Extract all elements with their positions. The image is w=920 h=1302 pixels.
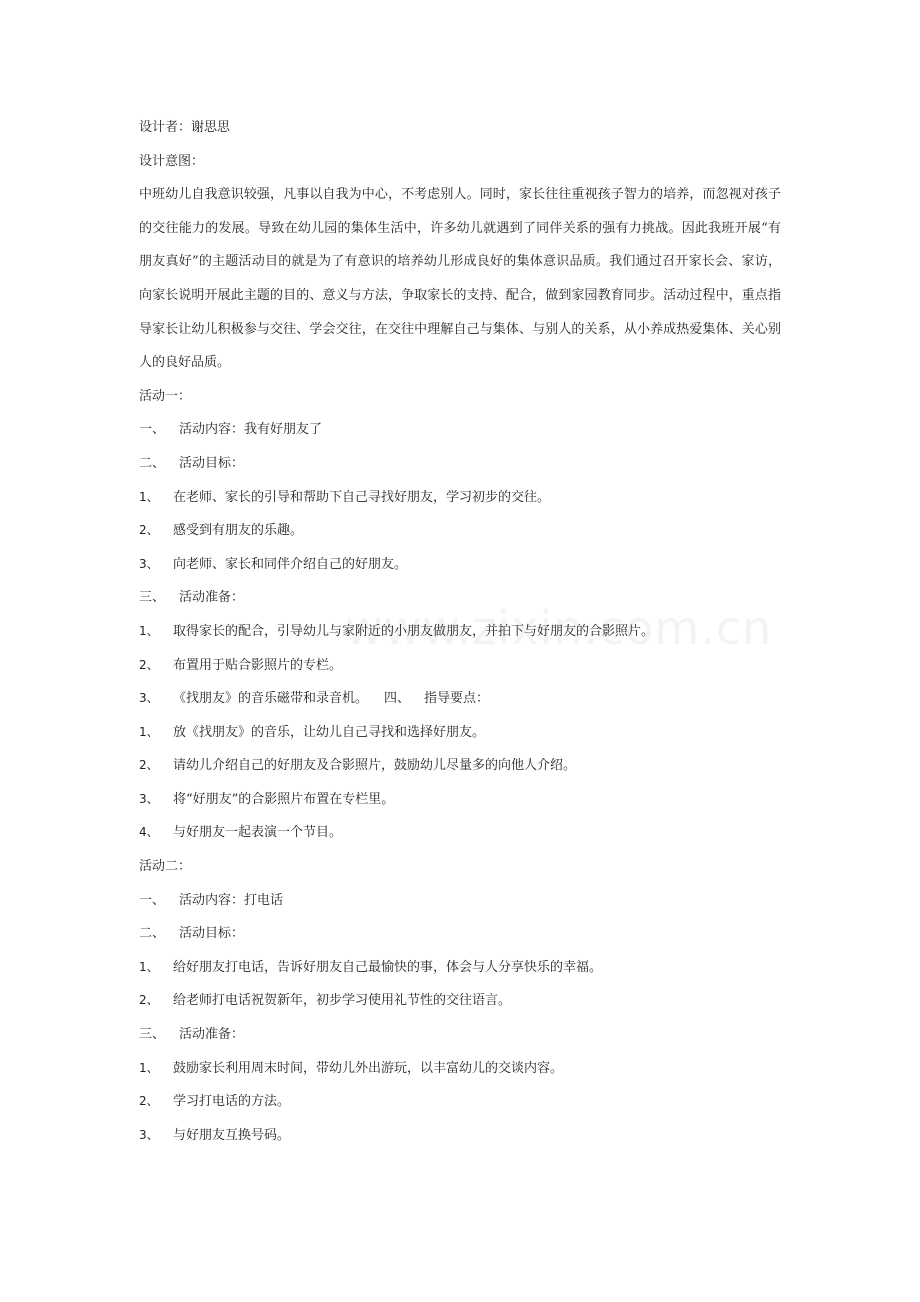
list-item — [139, 548, 781, 582]
intent-label: 设计意图： — [139, 153, 205, 169]
document-body — [139, 111, 781, 1152]
section-text: 活动内容：我有好朋友了 — [179, 422, 323, 438]
activity-2-title: 活动二： — [139, 859, 192, 875]
item-number: 1、 — [139, 623, 159, 638]
item-number: 4、 — [139, 825, 159, 840]
section-number: 二、 — [139, 455, 166, 471]
item-number: 1、 — [139, 724, 159, 739]
section-number: 一、 — [139, 892, 166, 908]
item-text: 向老师、家长和同伴介绍自己的好朋友。 — [173, 556, 408, 572]
item-text: 在老师、家长的引导和帮助下自己寻找好朋友，学习初步的交往。 — [173, 489, 551, 505]
section-number: 一、 — [139, 422, 166, 438]
list-item — [139, 514, 781, 548]
section-text: 活动目标： — [179, 455, 245, 471]
item-number: 3、 — [139, 791, 159, 806]
item-number: 2、 — [139, 657, 159, 672]
list-item — [139, 1052, 781, 1086]
list-item — [139, 984, 781, 1018]
activity-1-content — [139, 413, 781, 447]
section-text: 活动内容：打电话 — [179, 892, 284, 908]
item-number: 1、 — [139, 489, 159, 504]
item-text: 感受到有朋友的乐趣。 — [173, 523, 304, 539]
item-text: 给好朋友打电话，告诉好朋友自己最愉快的事，体会与人分享快乐的幸福。 — [173, 959, 603, 975]
activity-1-title: 活动一： — [139, 388, 192, 404]
intent-paragraph: 中班幼儿自我意识较强，凡事以自我为中心，不考虑别人。同时，家长往往重视孩子智力的培养，而忽视对孩子的交往能力的发展。导致在幼儿园的集体生活中，许多幼儿就遇到了同伴关系的强有力挑战。因此我班开展“有朋友真好”的主题活动目的就是为了有意识的培养幼儿形成良好的集体意识品质。我们通过召开家长会、家访，向家长说明开展此主题的目的、意义与方法，争取家长的支持、配合，做到家园教育同步。活动过程中，重点指导家长让幼儿积极参与交往、学会交往，在交往中理解自己与集体、与别人的关系，从小养成热爱集体、关心别人的良好品质。 — [139, 187, 781, 371]
list-item — [139, 951, 781, 985]
item-text: 取得家长的配合，引导幼儿与家附近的小朋友做朋友，并拍下与好朋友的合影照片。 — [173, 623, 655, 639]
item-number: 1、 — [139, 1060, 159, 1075]
section-text: 活动目标： — [179, 926, 245, 942]
designer-line: 设计者：谢思思 — [139, 120, 231, 135]
list-item — [139, 615, 781, 649]
section-number: 四、 — [384, 691, 411, 707]
item-text: 与好朋友互换号码。 — [173, 1127, 291, 1143]
item-text: 放《找朋友》的音乐，让幼儿自己寻找和选择好朋友。 — [173, 724, 486, 740]
item-number: 3、 — [139, 556, 159, 571]
section-text: 活动准备： — [179, 590, 245, 606]
activity-2-goal-heading — [139, 917, 781, 951]
item-text: 鼓励家长利用周末时间，带幼儿外出游玩，以丰富幼儿的交谈内容。 — [173, 1060, 564, 1076]
list-item — [139, 649, 781, 683]
item-number: 2、 — [139, 993, 159, 1008]
item-text: 将“好朋友”的合影照片布置在专栏里。 — [173, 791, 395, 807]
list-item — [139, 816, 781, 850]
list-item — [139, 1085, 781, 1119]
list-item — [139, 716, 781, 750]
item-number: 2、 — [139, 758, 159, 773]
activity-1-prep-heading — [139, 581, 781, 615]
list-item — [139, 1119, 781, 1153]
section-number: 三、 — [139, 590, 166, 606]
activity-2-prep-heading — [139, 1018, 781, 1052]
item-text: 给老师打电话祝贺新年，初步学习使用礼节性的交往语言。 — [173, 993, 512, 1009]
list-item — [139, 783, 781, 817]
item-text: 与好朋友一起表演一个节目。 — [173, 825, 343, 841]
activity-1-goal-heading — [139, 447, 781, 481]
list-item — [139, 682, 781, 716]
list-item — [139, 481, 781, 515]
section-text: 活动准备： — [179, 1027, 245, 1043]
section-number: 二、 — [139, 926, 166, 942]
item-text: 《找朋友》的音乐磁带和录音机。 — [173, 691, 369, 707]
section-number: 三、 — [139, 1027, 166, 1043]
item-number: 2、 — [139, 523, 159, 538]
item-text: 请幼儿介绍自己的好朋友及合影照片，鼓励幼儿尽量多的向他人介绍。 — [173, 758, 577, 774]
list-item — [139, 749, 781, 783]
item-text: 学习打电话的方法。 — [173, 1094, 291, 1110]
item-number: 2、 — [139, 1094, 159, 1109]
item-number: 1、 — [139, 959, 159, 974]
item-number: 3、 — [139, 691, 159, 706]
item-text: 布置用于贴合影照片的专栏。 — [173, 657, 343, 673]
item-number: 3、 — [139, 1127, 159, 1142]
activity-2-content — [139, 884, 781, 918]
section-text: 指导要点： — [424, 691, 490, 707]
